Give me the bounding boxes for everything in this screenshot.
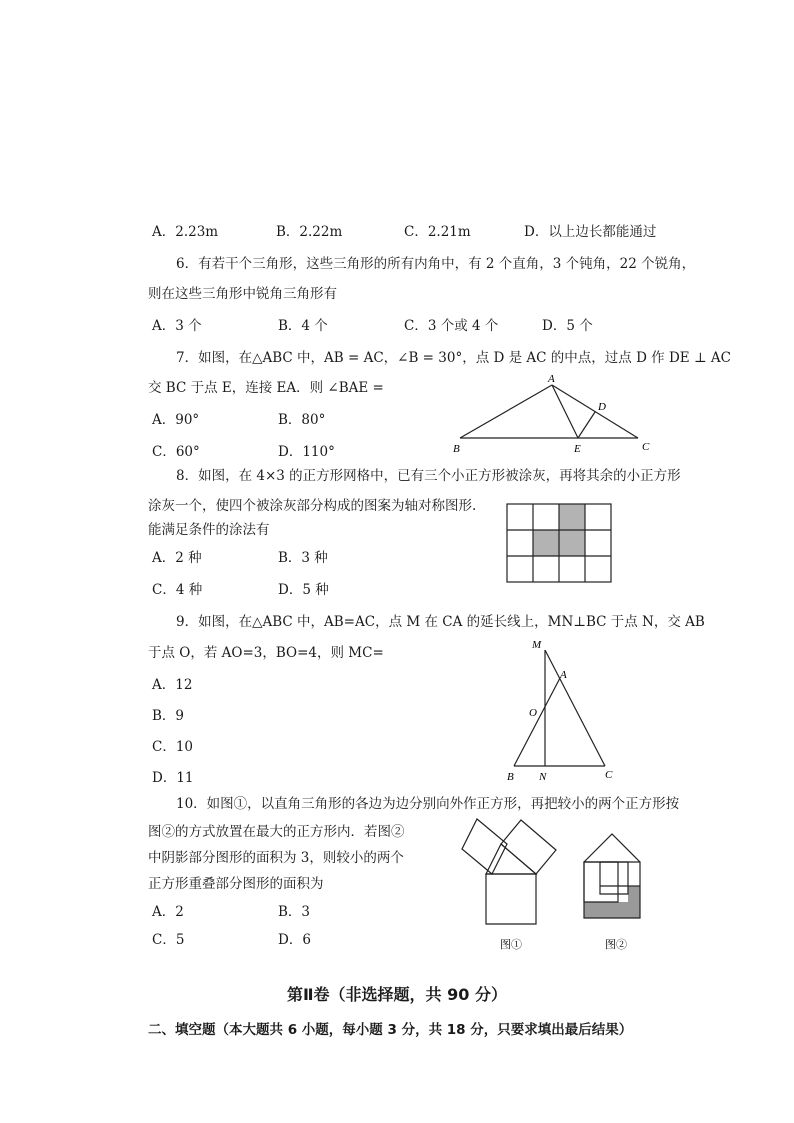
- q10-figure-2: [578, 816, 668, 956]
- q10-small-square-right: [501, 820, 556, 874]
- q7-option-c: C．60°: [152, 444, 200, 460]
- q7-option-d: D．110°: [278, 444, 335, 460]
- q8-option-a: A．2 种: [152, 550, 202, 566]
- q6-stem-line1: 6．有若干个三角形，这些三角形的所有内角中，有 2 个直角，3 个钝角，22 个锐角，: [176, 256, 696, 272]
- q9-label-c: C: [605, 769, 613, 781]
- q10-fig1-caption: 图①: [500, 938, 522, 951]
- q10-option-b: B．3: [278, 904, 311, 920]
- q8-grid-figure: [506, 503, 616, 583]
- q10-right-triangle: [486, 844, 536, 874]
- q9-stem-line1: 9．如图，在△ABC 中，AB=AC，点 M 在 CA 的延长线上，MN⊥BC 于点 N，交 AB: [176, 614, 705, 630]
- q9-label-a: A: [560, 669, 567, 681]
- q10-fig2-square-b: [600, 862, 628, 894]
- q8-stem-line3: 能满足条件的涂法有: [148, 522, 270, 538]
- q9-option-d: D．11: [152, 770, 194, 786]
- q7-option-b: B．80°: [278, 412, 326, 428]
- q10-shaded-bottom: [584, 902, 640, 918]
- q8-shaded-cell: [533, 530, 559, 556]
- q10-large-square: [486, 874, 536, 924]
- q8-option-c: C．4 种: [152, 582, 203, 598]
- q7-segment-de: [578, 412, 595, 438]
- q8-stem-line1: 8．如图，在 4×3 的正方形网格中，已有三个小正方形被涂灰，再将其余的小正方形: [176, 468, 681, 484]
- q7-option-a: A．90°: [152, 412, 200, 428]
- q7-label-c: C: [642, 441, 650, 453]
- q5-option-d: D．以上边长都能通过: [524, 224, 657, 240]
- q9-option-a: A．12: [152, 677, 193, 693]
- q9-option-c: C．10: [152, 739, 194, 755]
- q9-line-mc: [545, 650, 605, 766]
- q7-triangle-figure: [450, 372, 670, 457]
- q6-option-d: D．5 个: [542, 318, 593, 334]
- q10-option-a: A．2: [152, 904, 184, 920]
- q5-option-c: C．2.21m: [404, 224, 471, 240]
- q9-label-m: M: [532, 639, 542, 651]
- q10-stem-line3: 中阴影部分图形的面积为 3，则较小的两个: [148, 850, 404, 866]
- q10-figure-1: [460, 816, 570, 956]
- q9-label-o: O: [529, 707, 537, 719]
- q10-shaded-right: [628, 886, 640, 902]
- q7-label-d: D: [598, 401, 606, 413]
- q10-option-d: D．6: [278, 932, 311, 948]
- q6-option-b: B．4 个: [278, 318, 328, 334]
- q6-stem-line2: 则在这些三角形中锐角三角形有: [148, 286, 337, 302]
- q7-side-ab: [460, 385, 552, 438]
- q10-stem-line4: 正方形重叠部分图形的面积为: [148, 876, 324, 892]
- q9-label-n: N: [539, 771, 547, 783]
- q9-stem-line2: 于点 O，若 AO=3，BO=4，则 MC=: [148, 645, 384, 661]
- q8-shaded-cell: [559, 504, 585, 530]
- q8-stem-line2: 涂灰一个，使四个被涂灰部分构成的图案为轴对称图形.: [148, 498, 477, 514]
- q10-option-c: C．5: [152, 932, 185, 948]
- q5-option-a: A．2.23m: [152, 224, 219, 240]
- q7-stem-line1: 7．如图，在△ABC 中，AB = AC，∠B = 30°，点 D 是 AC 的中点，过点 D 作 DE ⊥ AC: [176, 350, 732, 366]
- q7-label-b: B: [453, 443, 460, 455]
- q8-shaded-cell: [559, 530, 585, 556]
- q9-label-b: B: [507, 771, 514, 783]
- q10-fig2-triangle: [584, 834, 640, 862]
- q7-label-a: A: [548, 373, 555, 385]
- q10-stem-line1: 10．如图①，以直角三角形的各边为边分别向外作正方形，再把较小的两个正方形按: [176, 796, 680, 812]
- q5-option-b: B．2.22m: [276, 224, 343, 240]
- q8-option-b: B．3 种: [278, 550, 328, 566]
- q9-triangle-figure: [500, 636, 630, 786]
- q7-stem-line2: 交 BC 于点 E，连接 EA．则 ∠BAE =: [148, 380, 384, 396]
- q6-option-c: C．3 个或 4 个: [404, 318, 499, 334]
- q8-option-d: D．5 种: [278, 582, 329, 598]
- q6-option-a: A．3 个: [152, 318, 202, 334]
- q7-label-e: E: [574, 443, 581, 455]
- q10-fig2-square-a: [584, 862, 618, 902]
- q10-fig2-caption: 图②: [605, 938, 627, 951]
- section-2-title: 第Ⅱ卷（非选择题，共 90 分）: [287, 985, 507, 1004]
- q9-side-ba: [514, 678, 560, 766]
- fill-in-part-title: 二、填空题（本大题共 6 小题，每小题 3 分，共 18 分，只要求填出最后结果）: [148, 1022, 633, 1038]
- q10-stem-line2: 图②的方式放置在最大的正方形内．若图②: [148, 824, 405, 840]
- q9-option-b: B．9: [152, 708, 185, 724]
